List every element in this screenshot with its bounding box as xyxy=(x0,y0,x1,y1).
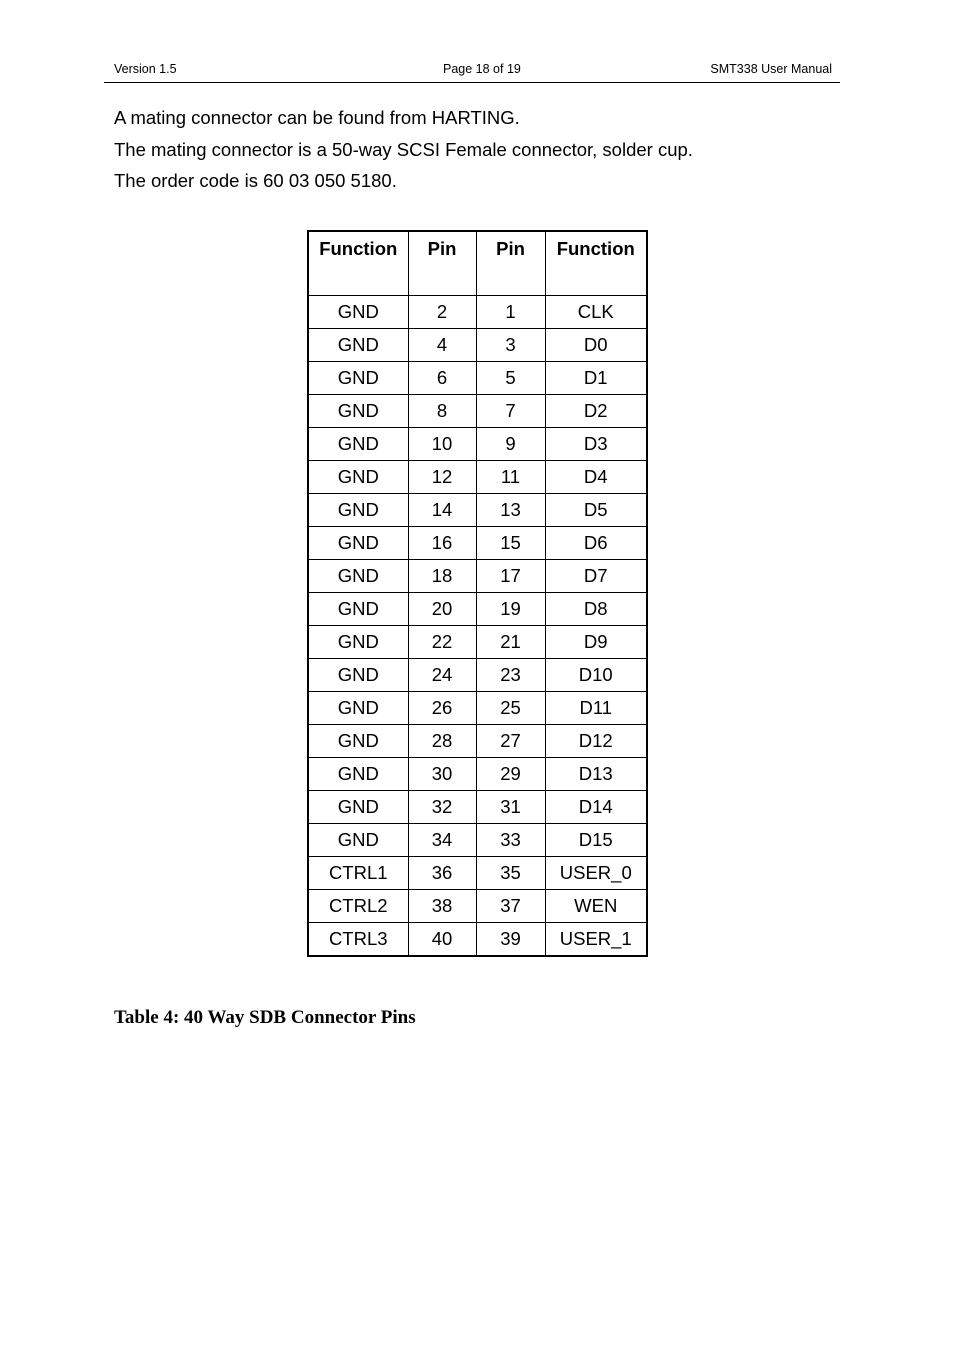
function-left-cell: GND xyxy=(308,823,408,856)
function-left-cell: GND xyxy=(308,394,408,427)
page-number: Page 18 of 19 xyxy=(443,62,521,76)
function-right-cell: WEN xyxy=(545,889,647,922)
function-left-cell: GND xyxy=(308,460,408,493)
function-left-cell: GND xyxy=(308,493,408,526)
pin-left-cell: 6 xyxy=(408,361,476,394)
function-left-cell: GND xyxy=(308,658,408,691)
table-row xyxy=(308,559,647,592)
pin-right-cell: 7 xyxy=(476,394,545,427)
pin-right-cell: 21 xyxy=(476,625,545,658)
function-left-cell: GND xyxy=(308,361,408,394)
function-right-cell: D1 xyxy=(545,361,647,394)
pin-left-cell: 14 xyxy=(408,493,476,526)
pin-right-cell: 25 xyxy=(476,691,545,724)
function-right-cell: USER_0 xyxy=(545,856,647,889)
function-left-cell: GND xyxy=(308,559,408,592)
pin-left-cell: 32 xyxy=(408,790,476,823)
function-left-cell: CTRL3 xyxy=(308,922,408,956)
pin-right-cell: 13 xyxy=(476,493,545,526)
pin-left-cell: 22 xyxy=(408,625,476,658)
pin-right-cell: 1 xyxy=(476,295,545,328)
table-row xyxy=(308,889,647,922)
manual-title: SMT338 User Manual xyxy=(710,62,832,76)
table-caption: Table 4: 40 Way SDB Connector Pins xyxy=(114,1007,416,1028)
pin-left-cell: 30 xyxy=(408,757,476,790)
function-right-cell: D3 xyxy=(545,427,647,460)
pin-right-cell: 19 xyxy=(476,592,545,625)
pin-left-cell: 38 xyxy=(408,889,476,922)
table-row xyxy=(308,856,647,889)
function-left-cell: CTRL1 xyxy=(308,856,408,889)
table-row xyxy=(308,790,647,823)
intro-line-2: The mating connector is a 50-way SCSI Female connector, solder cup. xyxy=(114,139,693,160)
function-right-cell: D10 xyxy=(545,658,647,691)
pin-right-cell: 33 xyxy=(476,823,545,856)
pin-right-cell: 27 xyxy=(476,724,545,757)
pin-right-cell: 9 xyxy=(476,427,545,460)
pin-right-cell: 39 xyxy=(476,922,545,956)
column-header-pin-left: Pin xyxy=(408,231,476,295)
pin-right-cell: 35 xyxy=(476,856,545,889)
pin-right-cell: 31 xyxy=(476,790,545,823)
pin-right-cell: 17 xyxy=(476,559,545,592)
function-right-cell: CLK xyxy=(545,295,647,328)
table-row xyxy=(308,361,647,394)
function-right-cell: D13 xyxy=(545,757,647,790)
pin-right-cell: 37 xyxy=(476,889,545,922)
function-left-cell: GND xyxy=(308,427,408,460)
function-left-cell: GND xyxy=(308,724,408,757)
function-right-cell: D11 xyxy=(545,691,647,724)
intro-line-1: A mating connector can be found from HARTING. xyxy=(114,107,520,128)
function-left-cell: GND xyxy=(308,691,408,724)
pin-left-cell: 12 xyxy=(408,460,476,493)
function-right-cell: D8 xyxy=(545,592,647,625)
function-left-cell: CTRL2 xyxy=(308,889,408,922)
pin-right-cell: 3 xyxy=(476,328,545,361)
pin-right-cell: 5 xyxy=(476,361,545,394)
pin-left-cell: 2 xyxy=(408,295,476,328)
pin-left-cell: 28 xyxy=(408,724,476,757)
table-header-row xyxy=(308,231,647,295)
pin-left-cell: 8 xyxy=(408,394,476,427)
column-header-function-right: Function xyxy=(545,231,647,295)
function-left-cell: GND xyxy=(308,328,408,361)
function-right-cell: D15 xyxy=(545,823,647,856)
pin-right-cell: 23 xyxy=(476,658,545,691)
pin-left-cell: 16 xyxy=(408,526,476,559)
intro-line-3: The order code is 60 03 050 5180. xyxy=(114,170,397,191)
table-row xyxy=(308,394,647,427)
function-right-cell: D5 xyxy=(545,493,647,526)
table-row xyxy=(308,823,647,856)
function-right-cell: USER_1 xyxy=(545,922,647,956)
table-row xyxy=(308,757,647,790)
function-left-cell: GND xyxy=(308,790,408,823)
pin-left-cell: 36 xyxy=(408,856,476,889)
connector-pin-table xyxy=(307,230,648,957)
table-row xyxy=(308,328,647,361)
table-row xyxy=(308,592,647,625)
function-right-cell: D7 xyxy=(545,559,647,592)
page-header xyxy=(104,60,840,83)
function-right-cell: D12 xyxy=(545,724,647,757)
table-row xyxy=(308,922,647,956)
function-right-cell: D14 xyxy=(545,790,647,823)
table-row xyxy=(308,460,647,493)
function-right-cell: D2 xyxy=(545,394,647,427)
pin-left-cell: 20 xyxy=(408,592,476,625)
pin-left-cell: 10 xyxy=(408,427,476,460)
function-left-cell: GND xyxy=(308,526,408,559)
table-row xyxy=(308,295,647,328)
table-body xyxy=(308,295,647,956)
function-left-cell: GND xyxy=(308,625,408,658)
pin-right-cell: 29 xyxy=(476,757,545,790)
table-row xyxy=(308,526,647,559)
pin-right-cell: 11 xyxy=(476,460,545,493)
function-right-cell: D4 xyxy=(545,460,647,493)
column-header-pin-right: Pin xyxy=(476,231,545,295)
function-left-cell: GND xyxy=(308,295,408,328)
table-row xyxy=(308,427,647,460)
table-row xyxy=(308,724,647,757)
table-row xyxy=(308,691,647,724)
column-header-function-left: Function xyxy=(308,231,408,295)
pin-left-cell: 4 xyxy=(408,328,476,361)
function-left-cell: GND xyxy=(308,592,408,625)
function-right-cell: D0 xyxy=(545,328,647,361)
function-right-cell: D6 xyxy=(545,526,647,559)
pin-left-cell: 34 xyxy=(408,823,476,856)
pin-left-cell: 18 xyxy=(408,559,476,592)
table-row xyxy=(308,658,647,691)
pin-left-cell: 40 xyxy=(408,922,476,956)
table-row xyxy=(308,625,647,658)
pin-left-cell: 26 xyxy=(408,691,476,724)
function-right-cell: D9 xyxy=(545,625,647,658)
function-left-cell: GND xyxy=(308,757,408,790)
table-row xyxy=(308,493,647,526)
pin-right-cell: 15 xyxy=(476,526,545,559)
version-label: Version 1.5 xyxy=(114,62,177,76)
pin-left-cell: 24 xyxy=(408,658,476,691)
